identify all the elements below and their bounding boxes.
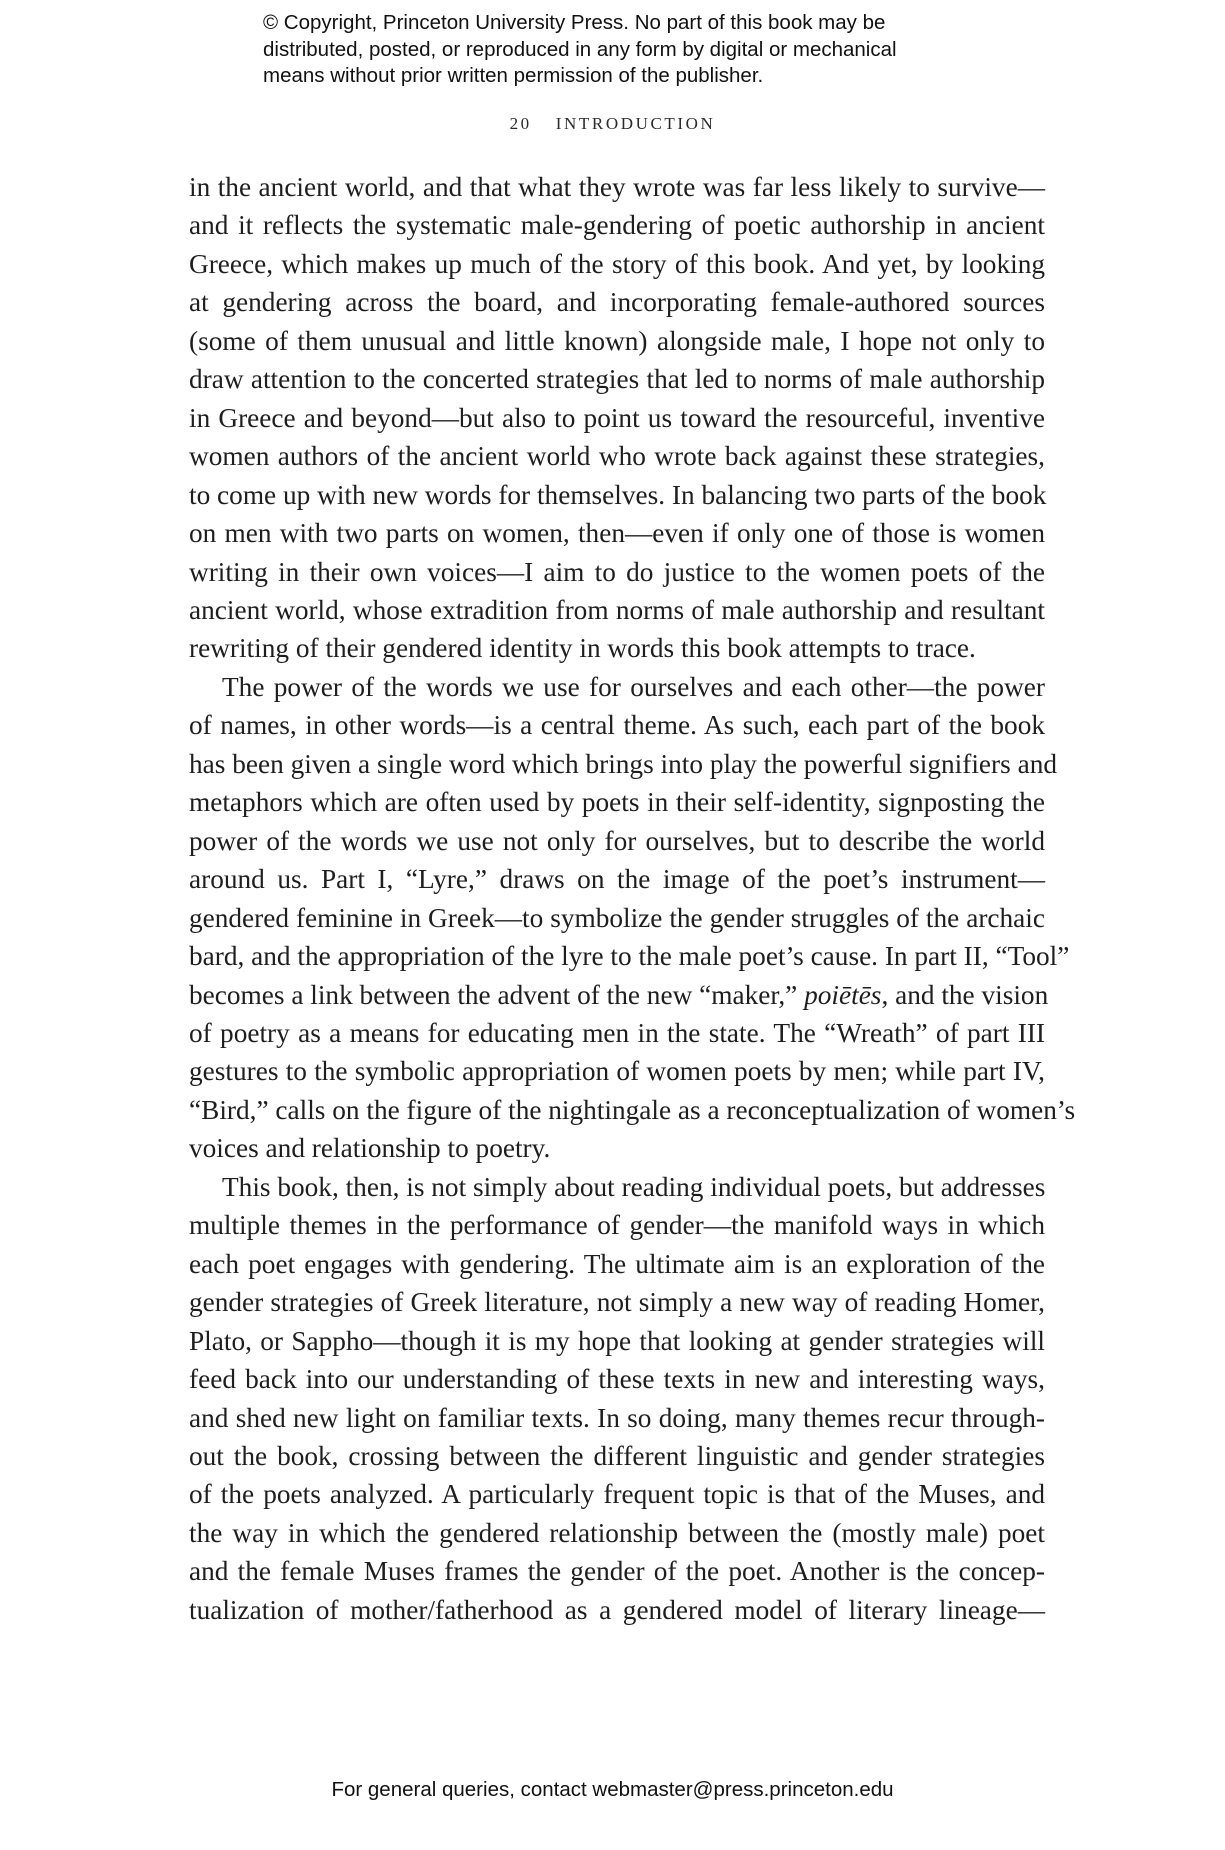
text-line: bard, and the appropriation of the lyre to the male poet’s cause. In part II, “Tool”: [189, 941, 1070, 972]
running-head: [0, 114, 1225, 134]
text-line: in the ancient world, and that what they wrote was far less likely to survive—: [189, 172, 1045, 202]
text-line: has been given a single word which brings into play the powerful signifiers and: [189, 748, 1057, 779]
paragraph: [189, 1168, 1045, 1629]
text-line: the way in which the gendered relationship between the (mostly male) poet: [189, 1517, 1045, 1548]
paragraph: [189, 668, 1076, 1168]
text-line: and it reflects the systematic male-gendering of poetic authorship in ancient: [189, 210, 1045, 241]
text-line: tualization of mother/fatherhood as a gendered model of literary lineage—: [189, 1594, 1045, 1625]
text-line: gestures to the symbolic appropriation of women poets by men; while part IV,: [189, 1056, 1045, 1087]
copyright-line: © Copyright, Princeton University Press. No part of this book may be: [263, 11, 886, 34]
text-line: ancient world, whose extradition from norms of male authorship and resultant: [189, 594, 1045, 625]
page-number: 20: [509, 114, 532, 133]
text-line: draw attention to the concerted strategies that led to norms of male authorship: [189, 364, 1045, 395]
text-line: “Bird,” calls on the figure of the nightingale as a reconceptualization of women’s: [189, 1094, 1076, 1125]
text-line: around us. Part I, “Lyre,” draws on the image of the poet’s instrument—: [189, 864, 1045, 895]
text-line: gender strategies of Greek literature, not simply a new way of reading Homer,: [189, 1287, 1045, 1318]
text-line: gendered feminine in Greek—to symbolize the gender struggles of the archaic: [189, 902, 1045, 933]
text-line: women authors of the ancient world who wrote back against these strategies,: [189, 441, 1045, 472]
text-line: out the book, crossing between the different linguistic and gender strategies: [189, 1440, 1045, 1471]
text-line: in Greece and beyond—but also to point us toward the resourceful, inventive: [189, 402, 1045, 433]
section-title: INTRODUCTION: [555, 114, 716, 133]
text-line: feed back into our understanding of these texts in new and interesting ways,: [189, 1364, 1045, 1395]
text-line: metaphors which are often used by poets in their self-identity, signposting the: [189, 787, 1045, 818]
text-line: The power of the words we use for ourselves and each other—the power: [222, 671, 1045, 702]
text-line: This book, then, is not simply about reading individual poets, but addresses: [222, 1171, 1046, 1202]
text-line: power of the words we use not only for ourselves, but to describe the world: [189, 825, 1045, 856]
paragraph: [189, 168, 1045, 668]
body-text: [189, 168, 1076, 1629]
copyright-line: distributed, posted, or reproduced in any form by digital or mechanical: [263, 37, 897, 61]
text-line: and the female Muses frames the gender of the poet. Another is the concep-: [189, 1556, 1045, 1587]
copyright-line: means without prior written permission of the publisher.: [263, 64, 764, 87]
copyright-notice: [263, 10, 963, 90]
text-line: Plato, or Sappho—though it is my hope that looking at gender strategies will: [189, 1325, 1045, 1356]
text-line: to come up with new words for themselves. In balancing two parts of the book: [189, 479, 1047, 510]
text-line: (some of them unusual and little known) alongside male, I hope not only to: [189, 325, 1045, 356]
text-line: multiple themes in the performance of gender—the manifold ways in which: [189, 1210, 1045, 1241]
italic-term: poiētēs: [804, 979, 882, 1010]
text-line: at gendering across the board, and incorporating female-authored sources: [189, 287, 1045, 318]
text-line: Greece, which makes up much of the story of this book. And yet, by looking: [189, 248, 1045, 279]
text-line: of names, in other words—is a central theme. As such, each part of the book: [189, 710, 1045, 741]
text-line: of poetry as a means for educating men in the state. The “Wreath” of part III: [189, 1017, 1045, 1048]
text-line: voices and relationship to poetry.: [189, 1133, 551, 1164]
text-line: rewriting of their gendered identity in words this book attempts to trace.: [189, 633, 976, 664]
text-line: and shed new light on familiar texts. In so doing, many themes recur through-: [189, 1402, 1045, 1433]
text-line: on men with two parts on women, then—even if only one of those is women: [189, 518, 1045, 549]
footer-contact: For general queries, contact webmaster@press.princeton.edu: [331, 1778, 894, 1801]
text-line: each poet engages with gendering. The ultimate aim is an exploration of the: [189, 1248, 1045, 1279]
text-line: writing in their own voices—I aim to do justice to the women poets of the: [189, 556, 1045, 587]
text-line: becomes a link between the advent of the new “maker,” poiētēs, and the vision: [189, 979, 1049, 1010]
text-line: of the poets analyzed. A particularly frequent topic is that of the Muses, and: [189, 1479, 1045, 1510]
